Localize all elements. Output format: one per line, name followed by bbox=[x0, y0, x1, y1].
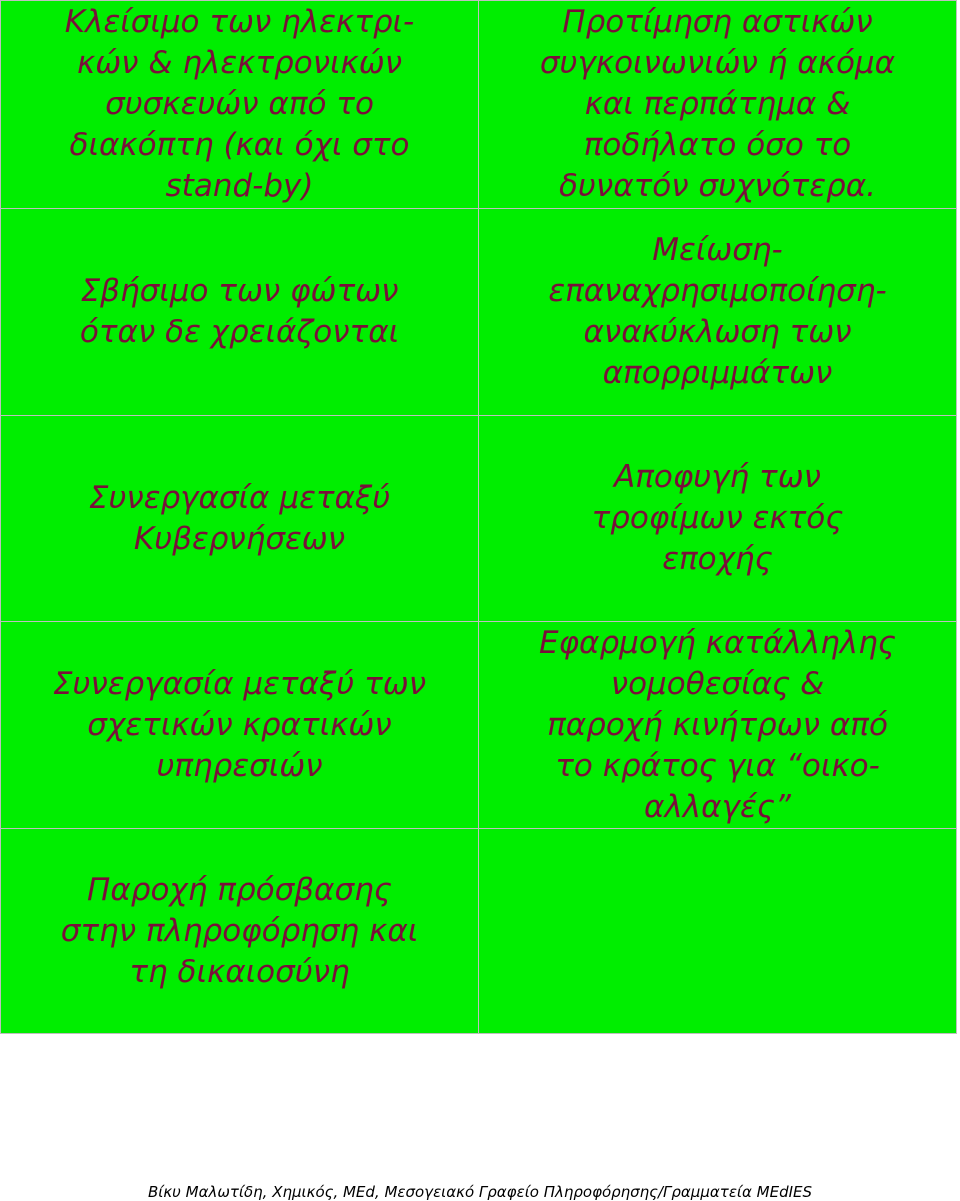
footer-credit: Βίκυ Μαλωτίδη, Χημικός, MEd, Μεσογειακό Γραφείο Πληροφόρησης/Γραμματεία MEdIES bbox=[147, 1183, 813, 1201]
card-row bbox=[1, 209, 957, 416]
card: Μείωση- επαναχρησιμοποίηση- ανακύκλωση των απορριμμάτων bbox=[479, 209, 957, 416]
card-row bbox=[1, 1, 957, 209]
card: Προτίμηση αστικών συγκοινωνιών ή ακόμα και περπάτημα & ποδήλατο όσο το δυνατόν συχνότερα. bbox=[479, 1, 957, 209]
empty-card bbox=[479, 829, 957, 1034]
card: Συνεργασία μεταξύ Κυβερνήσεων bbox=[1, 416, 479, 622]
card-row bbox=[1, 416, 957, 622]
card: Σβήσιμο των φώτων όταν δε χρειάζονται bbox=[1, 209, 479, 416]
card: Παροχή πρόσβασης στην πληροφόρηση και τη δικαιοσύνη bbox=[1, 829, 479, 1034]
card: Κλείσιμο των ηλεκτρι- κών & ηλεκτρονικών συσκευών από το διακόπτη (και όχι στο stand-by) bbox=[1, 1, 479, 209]
card: Αποφυγή των τροφίμων εκτός εποχής bbox=[479, 416, 957, 622]
card: Συνεργασία μεταξύ των σχετικών κρατικών υπηρεσιών bbox=[1, 622, 479, 829]
card-row bbox=[1, 829, 957, 1034]
card: Εφαρμογή κατάλληλης νομοθεσίας & παροχή κινήτρων από το κράτος για “οικο- αλλαγές” bbox=[479, 622, 957, 829]
card-row bbox=[1, 622, 957, 829]
